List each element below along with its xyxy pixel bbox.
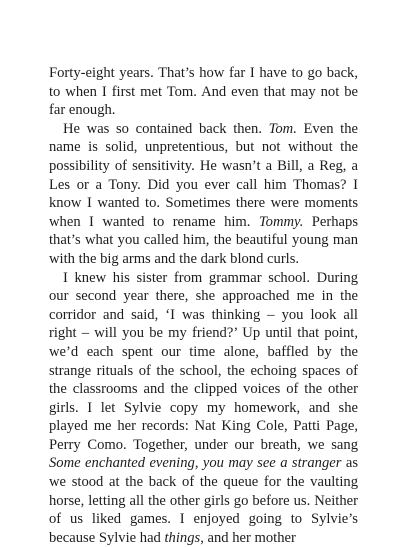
paragraph-1	[49, 64, 358, 120]
paragraph-3-italic-song: Some enchanted evening, you may see a stranger	[49, 455, 342, 472]
paragraph-3-text: I knew his sister from grammar school. During our second year there, she approached me in the corridor and said, ‘I was thinking – you look all right – will you be my friend?’ Up until that point, we’d each spent our time alone, baffled by the strange rituals of the school, the echoing spaces of the classrooms and the clipped voices of the other girls. I let Sylvie copy my homework, and she played me her records: Nat King Cole, Patti Page, Perry Como. Together, under our breath, we sang	[49, 269, 358, 453]
body-text	[49, 64, 358, 547]
paragraph-3	[49, 269, 358, 547]
paragraph-3-text: , and her mother	[200, 529, 296, 546]
paragraph-1-text: Forty-eight years. That’s how far I have to go back, to when I first met Tom. And even that may not be far enough.	[49, 65, 358, 119]
paragraph-3-text: as we stood at the back of the queue for the vaulting horse, letting all the other girls go before us. Neither of us liked games. I enjoyed going to Sylvie’s because Sylvie had	[49, 455, 358, 546]
paragraph-2-italic-tom: Tom.	[268, 120, 297, 137]
paragraph-2-text: He was so contained back then.	[63, 120, 269, 137]
paragraph-2	[49, 120, 358, 269]
paragraph-2-italic-tommy: Tommy.	[258, 213, 304, 230]
paragraph-2-text: Even the name is solid, unpretentious, but not without the possibility of sensitivity. He wasn’t a Bill, a Reg, a Les or a Tony. Did you ever call him Thomas? I know I wanted to. Sometimes there were moments when I wanted to rename him.	[49, 120, 358, 230]
paragraph-2-text: Perhaps that’s what you called him, the beautiful young man with the big arms and the dark blond curls.	[49, 213, 358, 267]
paragraph-3-italic-things: things	[164, 529, 201, 546]
